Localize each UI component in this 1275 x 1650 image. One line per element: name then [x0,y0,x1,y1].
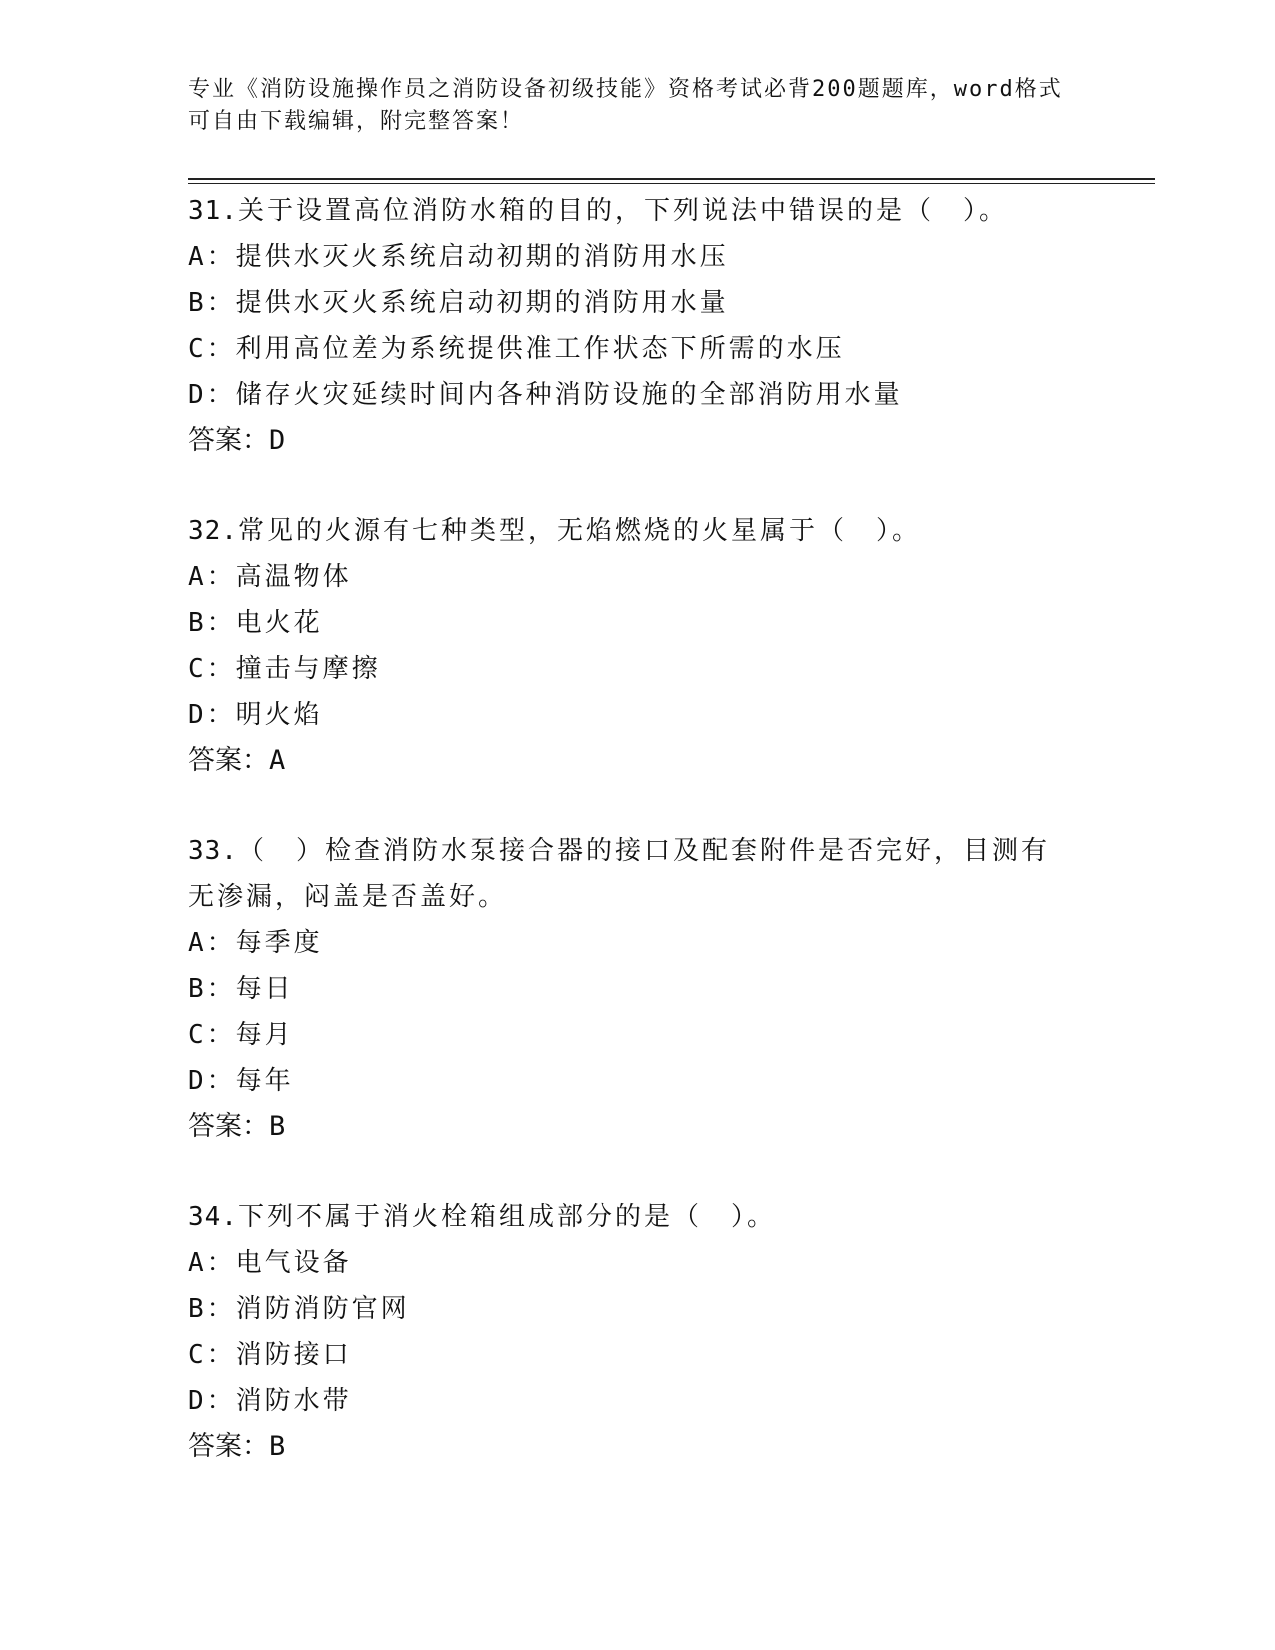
question-spacer [188,784,1078,828]
option-a [188,554,1078,600]
question-stem [188,828,1078,920]
option-c [188,1332,1078,1378]
answer-label: 答案： [188,745,269,776]
question-stem [188,508,1078,554]
option-c [188,326,1078,372]
header-divider-thin [188,183,1155,184]
option-label: C： [188,1020,236,1050]
option-label: B： [188,974,236,1004]
question-stem [188,1194,1078,1240]
question-number: 32. [188,516,238,546]
option-text: 每年 [235,1066,294,1096]
option-label: B： [188,1294,236,1324]
answer-label: 答案： [188,1431,269,1462]
option-label: A： [188,1248,236,1278]
option-text: 每日 [235,974,294,1004]
option-label: D： [188,1066,236,1096]
option-b [188,966,1078,1012]
question-text: 关于设置高位消防水箱的目的，下列说法中错误的是（ ）。 [237,196,1008,226]
option-text: 提供水灭火系统启动初期的消防用水量 [235,288,729,318]
answer-label: 答案： [188,1111,269,1142]
question-32 [188,508,1078,784]
option-label: C： [188,654,236,684]
option-text: 消防水带 [235,1386,352,1416]
option-text: 撞击与摩擦 [235,654,381,684]
option-text: 高温物体 [235,562,352,592]
option-d [188,372,1078,418]
option-text: 每月 [235,1020,294,1050]
question-list [188,188,1078,1470]
answer-line [188,418,1078,464]
answer-line [188,1424,1078,1470]
answer-value: D [269,425,286,456]
answer-line [188,738,1078,784]
option-label: D： [188,700,236,730]
question-31 [188,188,1078,464]
option-b [188,600,1078,646]
option-label: C： [188,334,236,364]
option-text: 明火焰 [235,700,323,730]
option-d [188,1378,1078,1424]
answer-line [188,1104,1078,1150]
header-divider-thick [188,178,1155,180]
option-text: 利用高位差为系统提供准工作状态下所需的水压 [235,334,845,364]
question-text: （ ）检查消防水泵接合器的接口及配套附件是否完好，目测有无渗漏，闷盖是否盖好。 [188,836,1050,912]
answer-value: B [269,1111,286,1142]
question-34 [188,1194,1078,1470]
option-d [188,1058,1078,1104]
answer-label: 答案： [188,425,269,456]
option-label: B： [188,608,236,638]
option-a [188,234,1078,280]
option-text: 电火花 [235,608,323,638]
option-label: D： [188,380,236,410]
question-spacer [188,464,1078,508]
option-text: 电气设备 [235,1248,352,1278]
answer-value: B [269,1431,286,1462]
option-b [188,1286,1078,1332]
question-text: 常见的火源有七种类型，无焰燃烧的火星属于（ ）。 [237,516,921,546]
option-label: B： [188,288,236,318]
option-text: 提供水灭火系统启动初期的消防用水压 [235,242,729,272]
question-text: 下列不属于消火栓箱组成部分的是（ ）。 [237,1202,776,1232]
question-33 [188,828,1078,1150]
option-d [188,692,1078,738]
answer-value: A [269,745,286,776]
question-spacer [188,1150,1078,1194]
document-header: 专业《消防设施操作员之消防设备初级技能》资格考试必背200题题库，word格式可自由下载编辑，附完整答案！ [188,77,1063,134]
question-stem [188,188,1078,234]
option-label: A： [188,242,236,272]
option-text: 消防消防官网 [235,1294,410,1324]
option-label: A： [188,928,236,958]
question-number: 33. [188,836,238,866]
option-b [188,280,1078,326]
option-label: C： [188,1340,236,1370]
option-text: 储存火灾延续时间内各种消防设施的全部消防用水量 [235,380,903,410]
option-text: 每季度 [235,928,323,958]
option-label: D： [188,1386,236,1416]
option-text: 消防接口 [235,1340,352,1370]
question-number: 31. [188,196,238,226]
option-a [188,1240,1078,1286]
option-c [188,1012,1078,1058]
option-label: A： [188,562,236,592]
option-a [188,920,1078,966]
option-c [188,646,1078,692]
question-number: 34. [188,1202,238,1232]
